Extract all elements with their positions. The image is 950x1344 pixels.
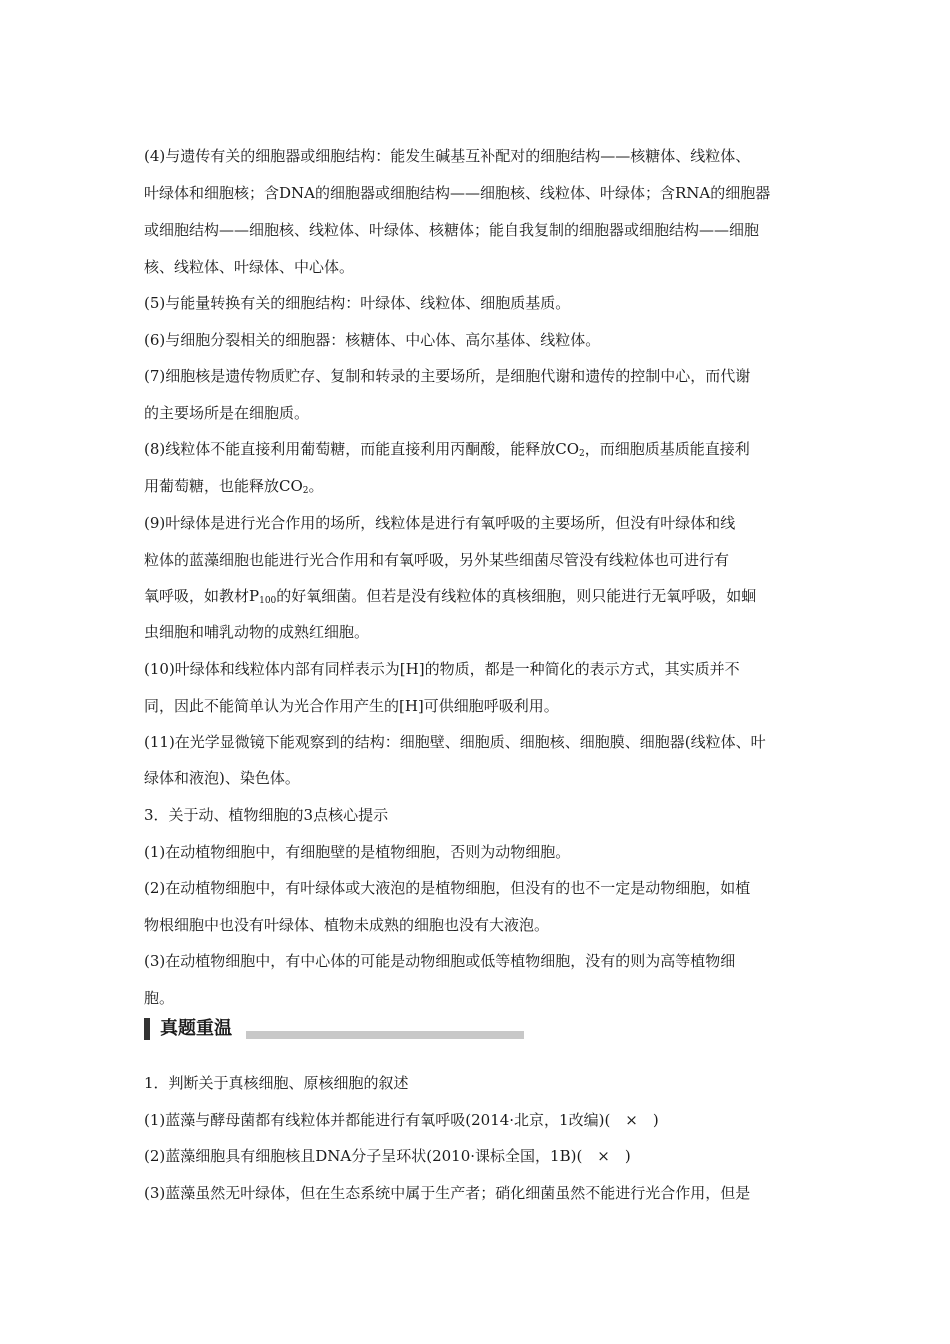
paragraph-line: (6)与细胞分裂相关的细胞器：核糖体、中心体、高尔基体、线粒体。 — [144, 331, 601, 349]
paragraph-line: (11)在光学显微镜下能观察到的结构：细胞壁、细胞质、细胞核、细胞膜、细胞器(线粒体、叶 — [144, 733, 766, 751]
paragraph-line: 的主要场所是在细胞质。 — [144, 404, 310, 422]
paragraph-line: 粒体的蓝藻细胞也能进行光合作用和有氧呼吸，另外某些细菌尽管没有线粒体也可进行有 — [144, 551, 730, 569]
paragraph-line: (2)在动植物细胞中，有叶绿体或大液泡的是植物细胞，但没有的也不一定是动物细胞，如植 — [144, 879, 751, 897]
paragraph-line: 叶绿体和细胞核；含DNA的细胞器或细胞结构——细胞核、线粒体、叶绿体；含RNA的细胞器 — [144, 184, 771, 202]
paragraph-line: (5)与能量转换有关的细胞结构：叶绿体、线粒体、细胞质基质。 — [144, 294, 571, 312]
paragraph-line: (2)蓝藻细胞具有细胞核且DNA分子呈环状(2010·课标全国，1B)( × ) — [144, 1147, 631, 1165]
paragraph-line: 3．关于动、植物细胞的3点核心提示 — [144, 806, 389, 824]
paragraph-line-9c: 氧呼吸，如教材$P_{100}$的好氧细菌。但若是没有线粒体的真核细胞，则只能进行无氧呼吸，如蛔 — [144, 587, 757, 606]
paragraph-line: (4)与遗传有关的细胞器或细胞结构：能发生碱基互补配对的细胞结构——核糖体、线粒体、 — [144, 147, 751, 165]
paragraph-line: 胞。 — [144, 989, 175, 1007]
paragraph-line-8b: 用葡萄糖，也能释放$CO_2$。 — [144, 477, 324, 496]
paragraph-line: (10)叶绿体和线粒体内部有同样表示为[H]的物质，都是一种简化的表示方式，其实质并不 — [144, 660, 740, 678]
paragraph-line: (3)在动植物细胞中，有中心体的可能是动物细胞或低等植物细胞，没有的则为高等植物细 — [144, 952, 736, 970]
paragraph-line: (3)蓝藻虽然无叶绿体，但在生态系统中属于生产者；硝化细菌虽然不能进行光合作用，但是 — [144, 1184, 751, 1202]
paragraph-line: 或细胞结构——细胞核、线粒体、叶绿体、核糖体；能自我复制的细胞器或细胞结构——细胞 — [144, 221, 760, 239]
section-heading-rule — [246, 1031, 524, 1039]
paragraph-line: (7)细胞核是遗传物质贮存、复制和转录的主要场所，是细胞代谢和遗传的控制中心，而代谢 — [144, 367, 751, 385]
section-heading-bar — [144, 1018, 150, 1040]
section-heading: 真题重温 — [160, 1018, 232, 1039]
paragraph-line: 虫细胞和哺乳动物的成熟红细胞。 — [144, 623, 370, 641]
paragraph-line: 1．判断关于真核细胞、原核细胞的叙述 — [144, 1074, 409, 1092]
paragraph-line: (1)蓝藻与酵母菌都有线粒体并都能进行有氧呼吸(2014·北京，1改编)( × ) — [144, 1111, 659, 1129]
paragraph-line-8a: (8)线粒体不能直接利用葡萄糖，而能直接利用丙酮酸，能释放$CO_2$，而细胞质基质能直接利 — [144, 440, 750, 459]
paragraph-line: 物根细胞中也没有叶绿体、植物未成熟的细胞也没有大液泡。 — [144, 916, 550, 934]
paragraph-line: 核、线粒体、叶绿体、中心体。 — [144, 258, 355, 276]
paragraph-line: (1)在动植物细胞中，有细胞壁的是植物细胞，否则为动物细胞。 — [144, 843, 571, 861]
paragraph-line: 绿体和液泡)、染色体。 — [144, 769, 300, 787]
paragraph-line: 同，因此不能简单认为光合作用产生的[H]可供细胞呼吸利用。 — [144, 697, 559, 715]
paragraph-line: (9)叶绿体是进行光合作用的场所，线粒体是进行有氧呼吸的主要场所，但没有叶绿体和线 — [144, 514, 736, 532]
